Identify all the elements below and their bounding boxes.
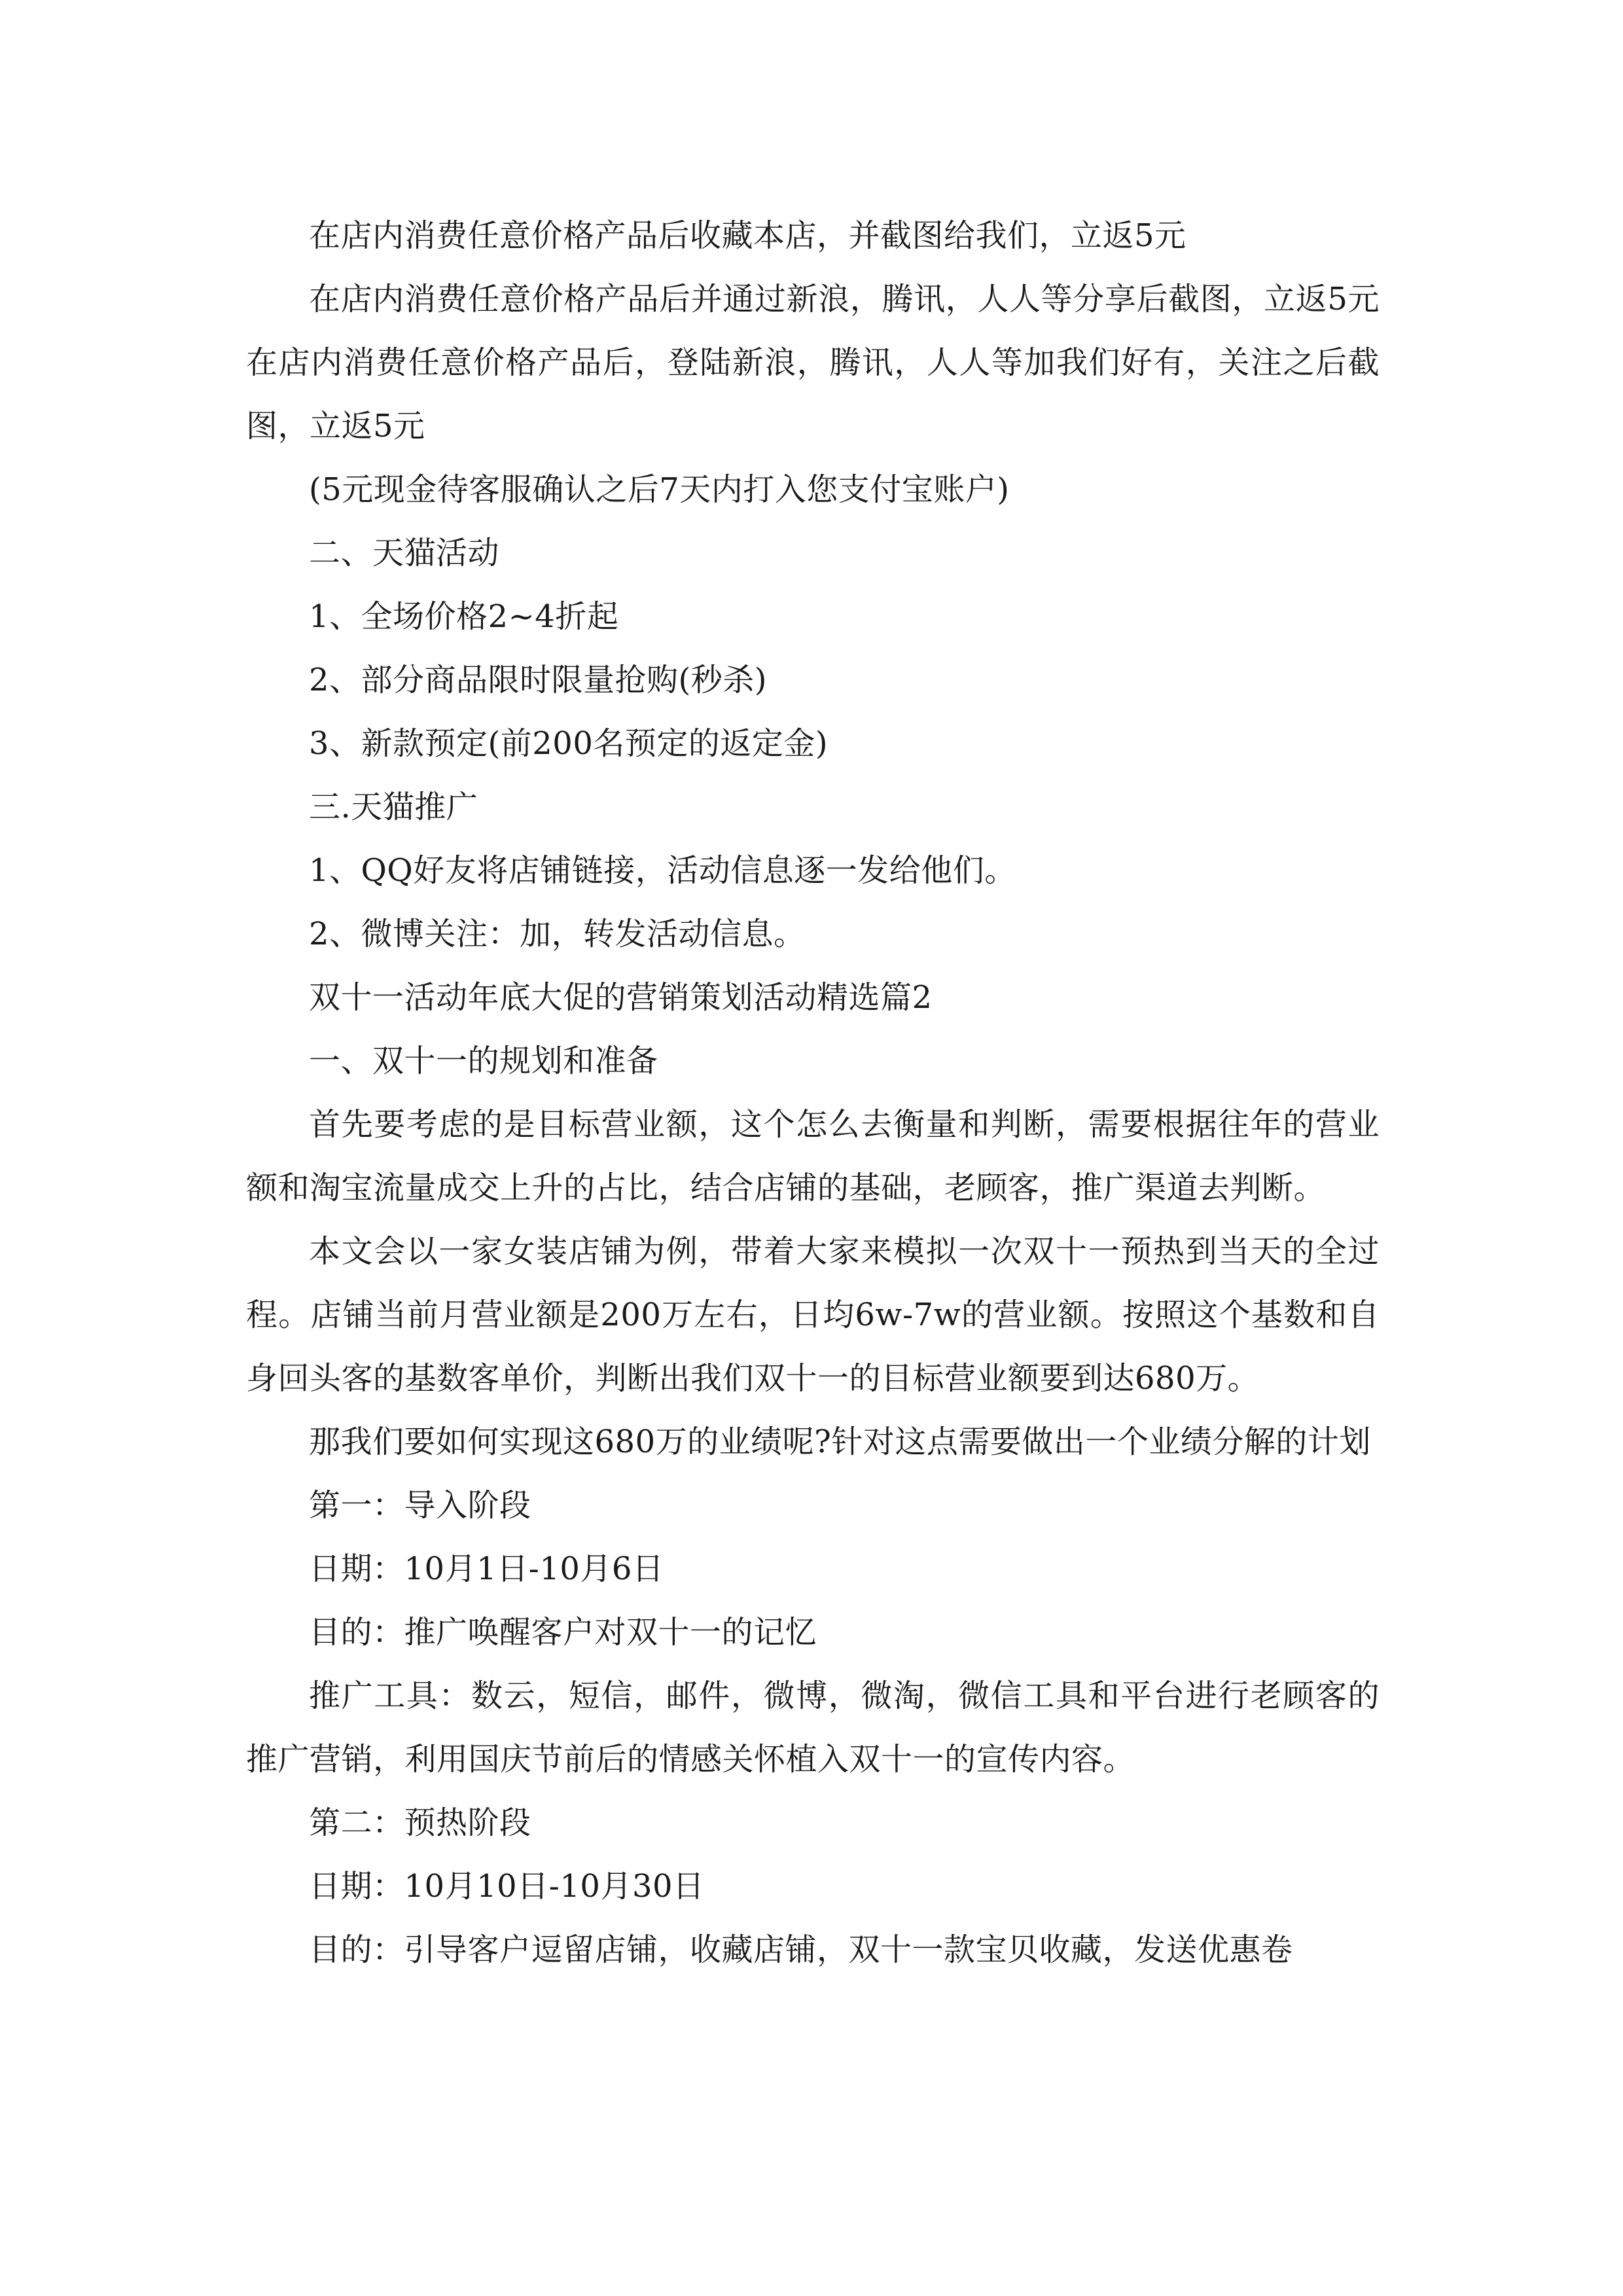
list-item: 1、全场价格2~4折起	[309, 598, 619, 635]
paragraph: 在店内消费任意价格产品后收藏本店，并截图给我们，立返5元	[309, 217, 1186, 254]
section-heading: 二、天猫活动	[309, 535, 500, 571]
paragraph: 首先要考虑的是目标营业额，这个怎么去衡量和判断，需要根据往年的营业额和淘宝流量成交上升的占比，结合店铺的基础，老顾客，推广渠道去判断。	[246, 1106, 1380, 1206]
stage-goal: 目的：引导客户逗留店铺，收藏店铺，双十一款宝贝收藏，发送优惠卷	[309, 1931, 1293, 1968]
list-item: 3、新款预定(前200名预定的返定金)	[309, 725, 829, 762]
paragraph: 在店内消费任意价格产品后并通过新浪，腾讯，人人等分享后截图，立返5元在店内消费任意价格产品后，登陆新浪，腾讯，人人等加我们好有，关注之后截图，立返5元	[246, 281, 1380, 444]
stage-tools: 推广工具：数云，短信，邮件，微博，微淘，微信工具和平台进行老顾客的推广营销，利用国庆节前后的情感关怀植入双十一的宣传内容。	[246, 1677, 1380, 1778]
paragraph: (5元现金待客服确认之后7天内打入您支付宝账户)	[309, 471, 1010, 508]
paragraph: 本文会以一家女装店铺为例，带着大家来模拟一次双十一预热到当天的全过程。店铺当前月营业额是200万左右，日均6w-7w的营业额。按照这个基数和自身回头客的基数客单价，判断出我们双十一的目标营业额要到达680万。	[246, 1233, 1380, 1397]
section-heading: 一、双十一的规划和准备	[309, 1043, 658, 1079]
stage-goal: 目的：推广唤醒客户对双十一的记忆	[309, 1614, 817, 1651]
stage-date: 日期：10月10日-10月30日	[309, 1868, 705, 1905]
list-item: 1、QQ好友将店铺链接，活动信息逐一发给他们。	[309, 852, 1016, 889]
section-heading: 三.天猫推广	[309, 789, 478, 825]
article-title: 双十一活动年底大促的营销策划活动精选篇2	[309, 979, 933, 1016]
paragraph: 那我们要如何实现这680万的业绩呢?针对这点需要做出一个业绩分解的计划	[309, 1424, 1371, 1460]
stage-heading: 第一：导入阶段	[309, 1487, 531, 1524]
list-item: 2、部分商品限时限量抢购(秒杀)	[309, 662, 767, 698]
list-item: 2、微博关注：加，转发活动信息。	[309, 916, 806, 952]
stage-heading: 第二：预热阶段	[309, 1804, 531, 1841]
stage-date: 日期：10月1日-10月6日	[309, 1551, 664, 1587]
document-body	[246, 204, 1380, 1982]
